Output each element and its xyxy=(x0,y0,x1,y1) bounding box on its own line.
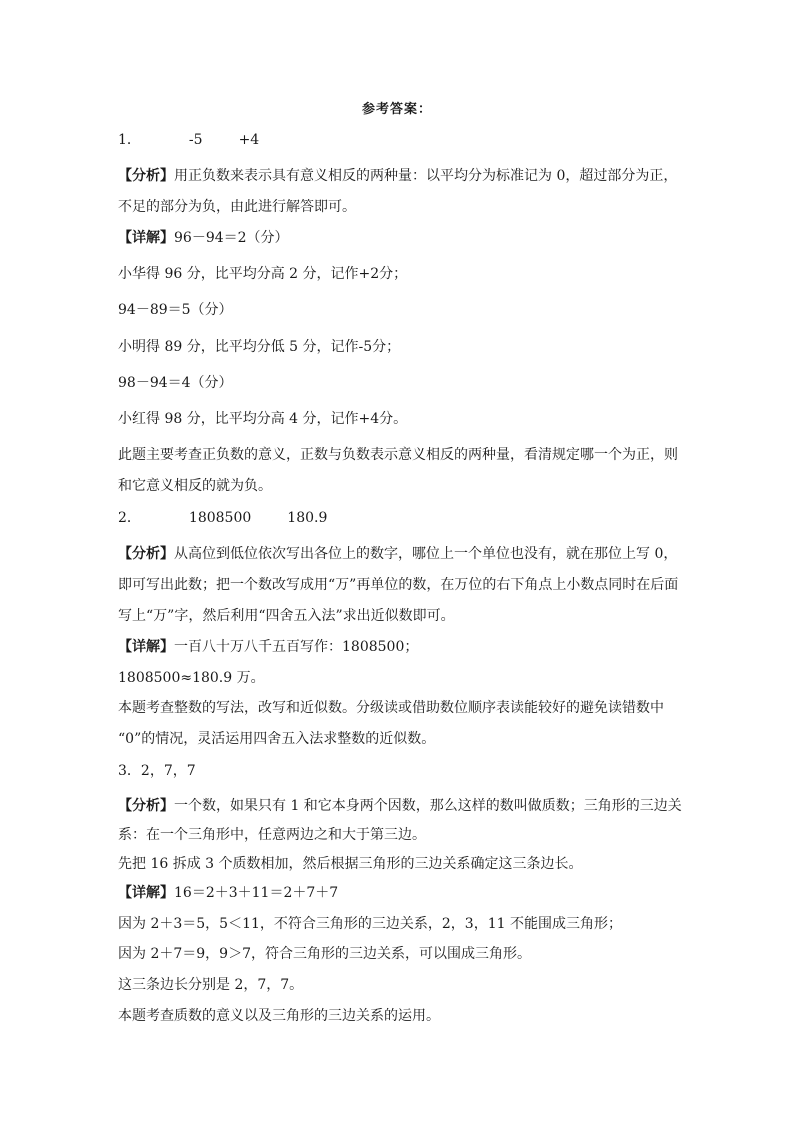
q1-answer-1: -5 xyxy=(188,132,203,148)
q3-line-3: 先把 16 拆成 3 个质数相加，然后根据三角形的三边关系确定这三条边长。 xyxy=(118,856,583,872)
q1-analysis-line-1 xyxy=(118,167,698,185)
q3-analysis-line-2: 系：在一个三角形中，任意两边之和大于第三边。 xyxy=(118,827,426,843)
q2-analysis-line-1 xyxy=(118,545,698,563)
q2-answer-1: 1808500 xyxy=(188,510,252,526)
q1-number: 1． xyxy=(118,132,141,148)
q2-line-3: 本题考查整数的写法，改写和近似数。分级读或借助数位顺序表读能较好的避免读错数中 xyxy=(118,700,664,716)
q2-line-4: “0”的情况，灵活运用四舍五入法求整数的近似数。 xyxy=(118,731,436,747)
q3-detail-tag: 【详解】 xyxy=(118,885,174,901)
q1-line-4: 小明得 89 分，比平均分低 5 分，记作-5分； xyxy=(118,339,401,355)
q3-detail-text-1: 16＝2＋3＋11＝2＋7＋7 xyxy=(174,885,339,901)
q2-analysis-text-1: 从高位到低位依次写出各位上的数字，哪位上一个单位也没有，就在那位上写 0， xyxy=(174,546,678,562)
q1-answer-line xyxy=(118,131,698,149)
q1-line-2: 小华得 96 分，比平均分高 2 分，记作+2分； xyxy=(118,266,408,282)
q2-analysis-line-3: 写上“万”字，然后利用“四舍五入法”求出近似数即可。 xyxy=(118,608,455,624)
q2-detail-text-1: 一百八十万八千五百写作：1808500； xyxy=(174,639,419,655)
q2-analysis-line-2: 即可写出此数；把一个数改写成用“万”再单位的数，在万位的右下角点上小数点同时在后面 xyxy=(118,577,679,593)
q2-detail-line-1 xyxy=(118,638,698,656)
q3-answer-line: 3．2，7，7 xyxy=(118,763,196,779)
q1-analysis-tag: 【分析】 xyxy=(118,168,174,184)
q1-detail-text-1: 96－94＝2（分） xyxy=(174,230,289,246)
q2-detail-tag: 【详解】 xyxy=(118,639,174,655)
q1-detail-line-1 xyxy=(118,229,698,247)
page-title: 参考答案： xyxy=(361,102,432,117)
q2-analysis-tag: 【分析】 xyxy=(118,546,174,562)
q3-line-6: 因为 2＋7＝9，9＞7，符合三角形的三边关系，可以围成三角形。 xyxy=(118,946,531,962)
q3-analysis-text-1: 一个数，如果只有 1 和它本身两个因数，那么这样的数叫做质数；三角形的三边关 xyxy=(174,798,682,814)
q2-answer-2: 180.9 xyxy=(287,510,328,526)
q1-line-6: 小红得 98 分，比平均分高 4 分，记作+4分。 xyxy=(118,411,408,427)
q2-line-2: 1808500≈180.9 万。 xyxy=(118,670,265,686)
q3-line-7: 这三条边长分别是 2，7，7。 xyxy=(118,977,304,993)
q1-analysis-text-1: 用正负数来表示具有意义相反的两种量：以平均分为标准记为 0，超过部分为正， xyxy=(174,168,678,184)
q1-detail-tag: 【详解】 xyxy=(118,230,174,246)
q3-detail-line-1 xyxy=(118,884,698,902)
q2-answer-line xyxy=(118,509,698,527)
q3-analysis-tag: 【分析】 xyxy=(118,798,174,814)
q3-analysis-line-1 xyxy=(118,797,698,815)
q1-line-7: 此题主要考查正负数的意义，正数与负数表示意义相反的两种量，看清规定哪一个为正，则 xyxy=(118,447,678,463)
q1-line-8: 和它意义相反的就为负。 xyxy=(118,478,272,494)
q3-line-5: 因为 2＋3＝5，5＜11，不符合三角形的三边关系，2，3，11 不能围成三角形； xyxy=(118,916,622,932)
q3-line-8: 本题考查质数的意义以及三角形的三边关系的运用。 xyxy=(118,1008,440,1024)
q1-answer-2: +4 xyxy=(238,132,260,148)
q1-analysis-line-2: 不足的部分为负，由此进行解答即可。 xyxy=(118,199,356,215)
q1-line-5: 98－94＝4（分） xyxy=(118,375,233,391)
q2-number: 2． xyxy=(118,510,141,526)
q1-line-3: 94－89＝5（分） xyxy=(118,302,233,318)
